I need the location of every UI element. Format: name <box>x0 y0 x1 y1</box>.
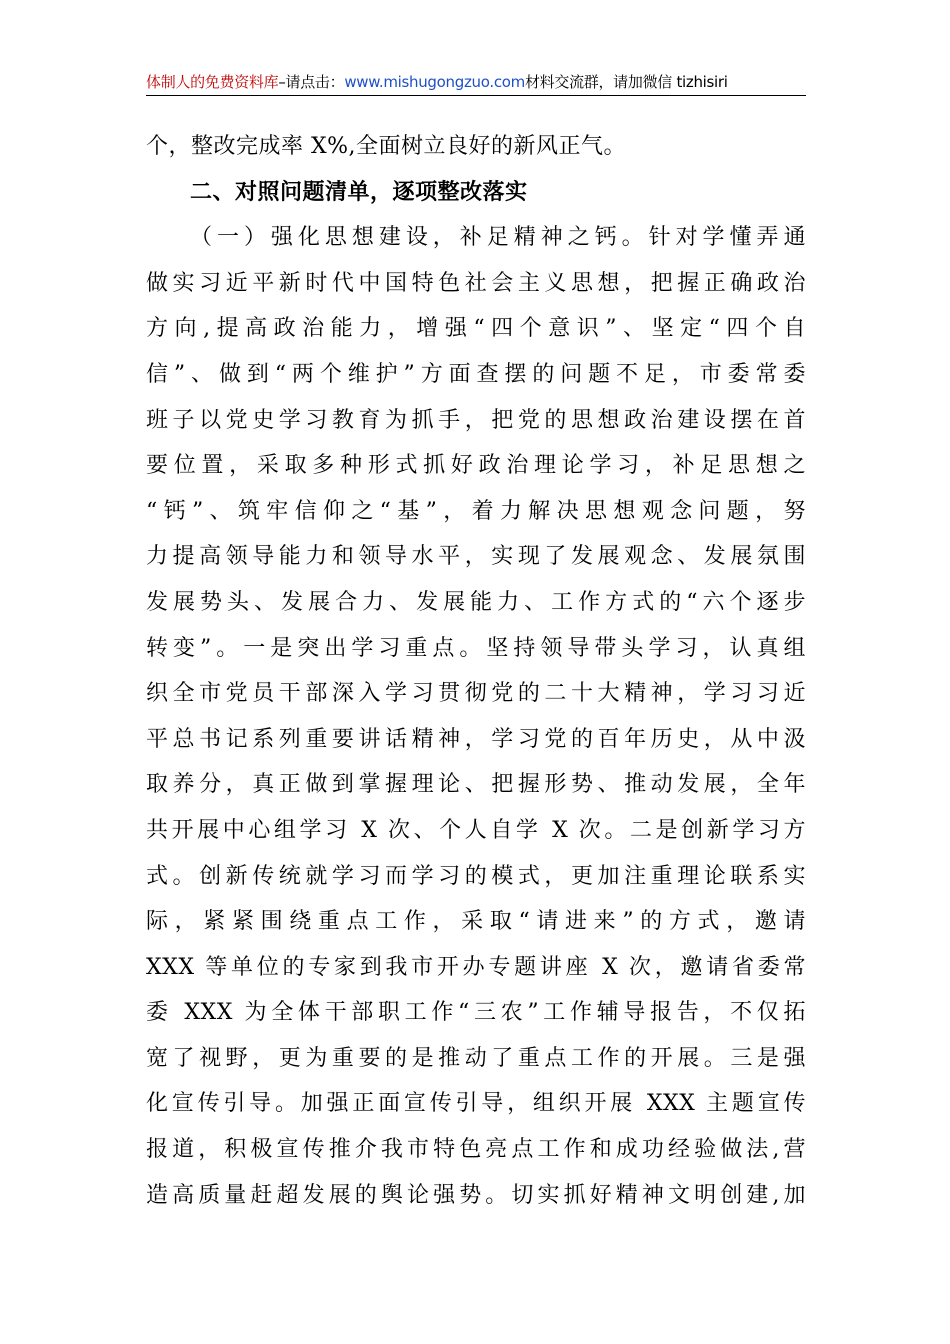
paragraph-line: 要位置，采取多种形式抓好政治理论学习，补足思想之 <box>146 453 806 479</box>
section-heading: 二、对照问题清单，逐项整改落实 <box>190 179 528 205</box>
paragraph-line: 发展势头、发展合力、发展能力、工作方式的“六个逐步 <box>146 589 806 615</box>
paragraph-line: 造高质量赶超发展的舆论强势。切实抓好精神文明创建,加 <box>146 1182 806 1208</box>
paragraph-line: XXX 等单位的专家到我市开办专题讲座 X 次，邀请省委常 <box>146 954 806 980</box>
paragraph-line: 转变”。一是突出学习重点。坚持领导带头学习，认真组 <box>146 635 806 661</box>
paragraph-line: 平总书记系列重要讲话精神，学习党的百年历史，从中汲 <box>146 726 806 752</box>
page-header <box>146 70 806 94</box>
header-prompt: –请点击： <box>278 73 345 91</box>
paragraph-line: 共开展中心组学习 X 次、个人自学 X 次。二是创新学习方 <box>146 817 806 843</box>
header-brand: 体制人的免费资料库 <box>146 73 279 91</box>
paragraph-line: 方向,提高政治能力，增强“四个意识”、坚定“四个自 <box>146 316 806 342</box>
paragraph-line: 力提高领导能力和领导水平，实现了发展观念、发展氛围 <box>146 544 806 570</box>
paragraph-line: 织全市党员干部深入学习贯彻党的二十大精神，学习习近 <box>146 681 806 707</box>
paragraph-line: 个，整改完成率 X%,全面树立良好的新风正气。 <box>146 134 627 159</box>
paragraph-line: 委 XXX 为全体干部职工作“三农”工作辅导报告，不仅拓 <box>146 1000 806 1026</box>
paragraph-line: 做实习近平新时代中国特色社会主义思想，把握正确政治 <box>146 270 806 296</box>
header-url-link[interactable]: www.mishugongzuo.com <box>344 73 525 91</box>
paragraph-line: 式。创新传统就学习而学习的模式，更加注重理论联系实 <box>146 863 806 889</box>
paragraph-line: 取养分，真正做到掌握理论、把握形势、推动发展，全年 <box>146 772 806 798</box>
paragraph-line: 化宣传引导。加强正面宣传引导，组织开展 XXX 主题宣传 <box>146 1091 806 1117</box>
paragraph-line: （一）强化思想建设，补足精神之钙。针对学懂弄通 <box>190 225 806 251</box>
paragraph-line: 班子以党史学习教育为抓手，把党的思想政治建设摆在首 <box>146 407 806 433</box>
paragraph-line: “钙”、筑牢信仰之“基”，着力解决思想观念问题，努 <box>146 498 806 524</box>
paragraph-line: 报道，积极宣传推介我市特色亮点工作和成功经验做法,营 <box>146 1137 806 1163</box>
header-note: 材料交流群，请加微信 tizhisiri <box>524 73 728 91</box>
header-divider <box>146 95 806 96</box>
document-body <box>146 124 806 1218</box>
paragraph-line: 际，紧紧围绕重点工作，采取“请进来”的方式，邀请 <box>146 909 806 935</box>
paragraph-line: 信”、做到“两个维护”方面查摆的问题不足，市委常委 <box>146 361 806 387</box>
paragraph-line: 宽了视野，更为重要的是推动了重点工作的开展。三是强 <box>146 1045 806 1071</box>
